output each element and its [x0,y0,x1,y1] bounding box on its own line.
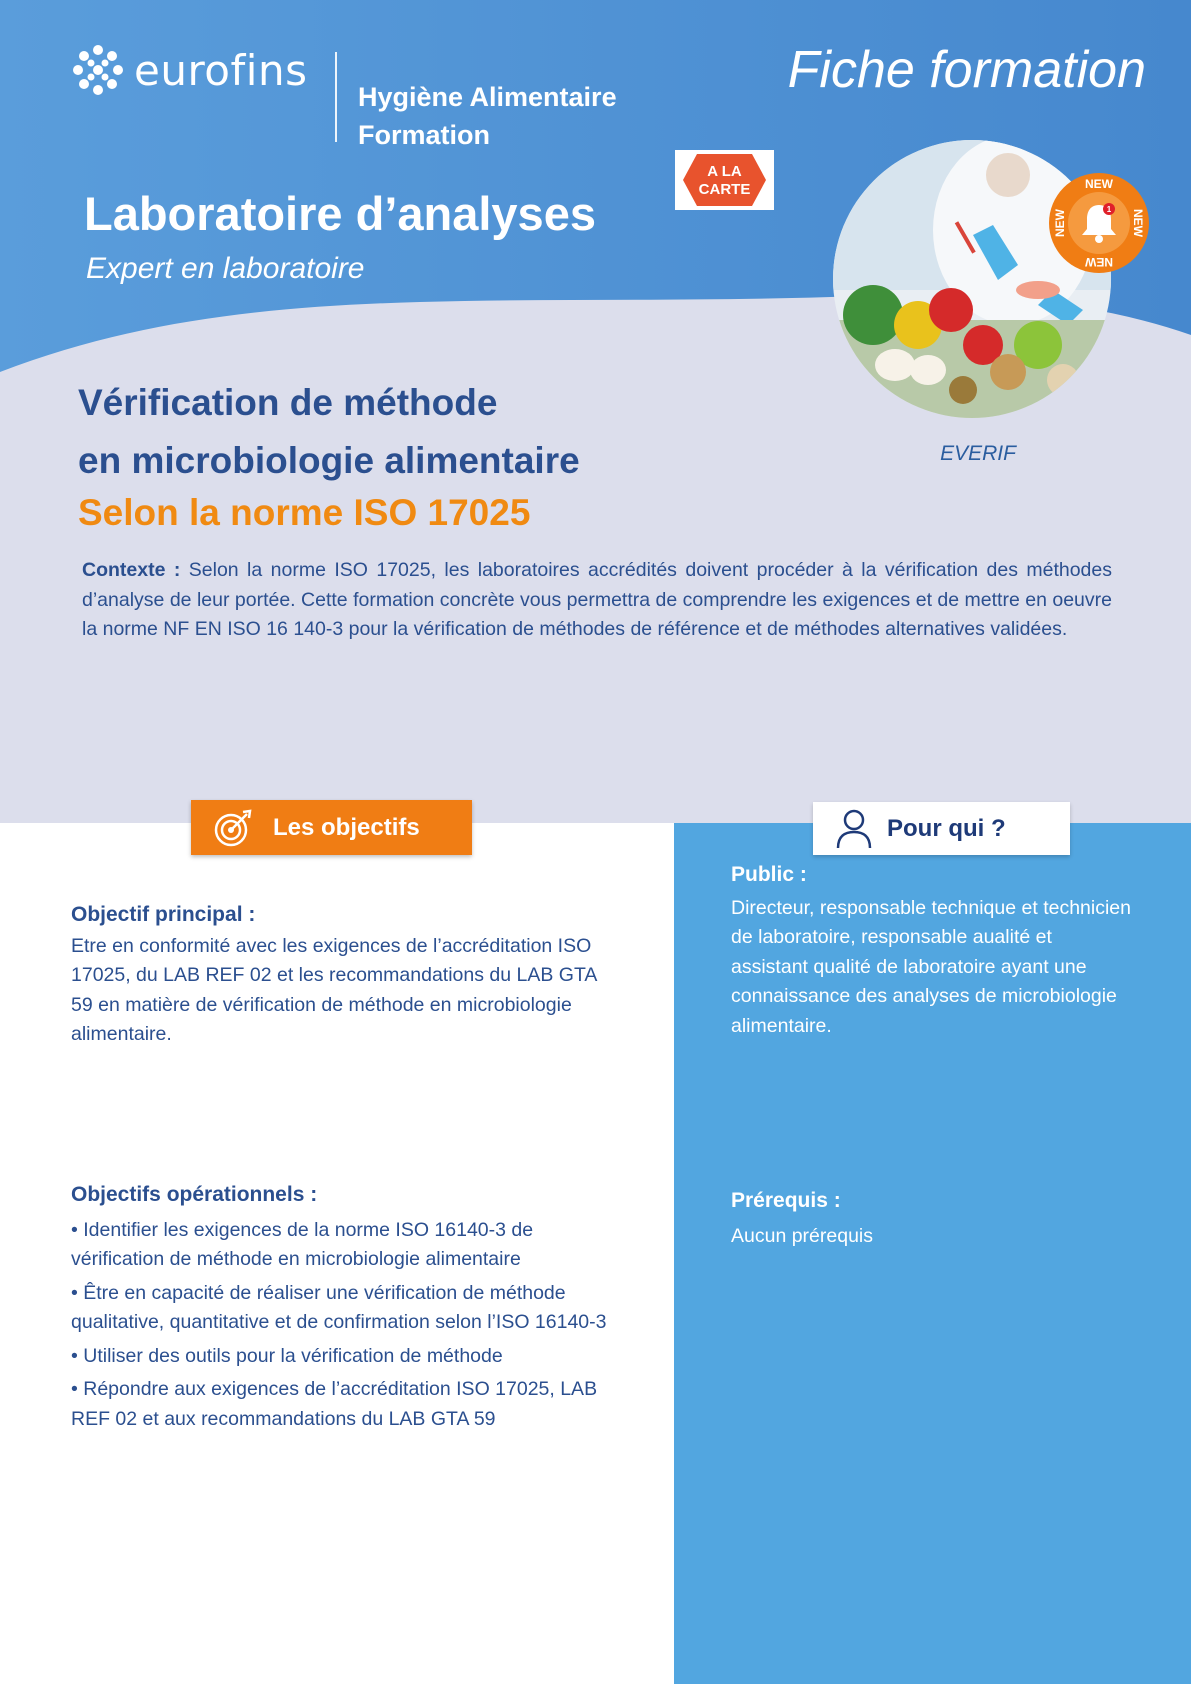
header-subtitle: Expert en laboratoire [86,252,365,285]
course-code: EVERIF [940,442,1016,465]
list-item: • Utiliser des outils pour la vérification de méthode [71,1344,503,1367]
badge-line-2: CARTE [698,181,751,198]
main-objective-heading: Objectif principal : [71,903,256,926]
course-title [78,374,580,490]
course-title-line-1: Vérification de méthode [78,382,498,423]
brand-name: eurofins [134,45,308,95]
public-text: Directeur, responsable technique et technicien de laboratoire, responsable aualité et assistant qualité de laboratoire ayant une connaissance des analyses de microbiologie alimentaire. [731,896,1131,1037]
program-line-1: Hygiène Alimentaire [358,82,617,112]
new-badge [1047,171,1151,275]
course-norm: Selon la norme ISO 17025 [78,492,531,533]
list-item: • Identifier les exigences de la norme ISO 16140-3 de vérification de méthode en microbiologie alimentaire [71,1218,534,1270]
eurofins-logo [72,40,307,100]
list-item: • Être en capacité de réaliser une vérification de méthode qualitative, quantitative et de confirmation selon l’ISO 16140-3 [71,1281,607,1333]
list-item: • Répondre aux exigences de l’accréditation ISO 17025, LAB REF 02 et aux recommandations du LAB GTA 59 [71,1378,598,1430]
notification-count: 1 [1106,205,1112,214]
prerequisites-section [731,1186,1131,1251]
operational-objectives-heading: Objectifs opérationnels : [71,1183,318,1206]
for-who-section-button[interactable] [813,802,1070,855]
program-line-2: Formation [358,120,490,150]
new-label-top: NEW [1085,177,1113,191]
new-label-right: NEW [1131,209,1145,237]
new-label-bottom: NEW [1085,255,1113,269]
public-heading: Public : [731,863,807,886]
public-section [731,860,1131,1041]
new-label-left: NEW [1053,209,1067,237]
eurofins-dots-icon [72,44,124,96]
objectives-section-button[interactable] [191,800,472,855]
prerequisites-text: Aucun prérequis [731,1224,874,1247]
context-paragraph [82,556,1112,645]
prerequisites-heading: Prérequis : [731,1189,841,1212]
header-title: Laboratoire d’analyses [84,187,596,240]
context-label: Contexte : [82,559,181,581]
course-title-line-2: en microbiologie alimentaire [78,440,580,481]
target-icon [213,808,253,848]
document-type: Fiche formation [787,41,1146,99]
badge-line-1: A LA [707,163,742,180]
user-icon [835,808,873,850]
context-text: Selon la norme ISO 17025, les laboratoires accrédités doivent procéder à la vérification des méthodes d’analyse de leur portée. Cette formation concrète vous permettra de comprendre les exigences et de mettre en oeuvre la norme NF EN ISO 16 140-3 pour la vérification de méthodes de référence et de méthodes alternatives validées. [82,559,1112,640]
main-objective-text: Etre en conformité avec les exigences de l’accréditation ISO 17025, du LAB REF 02 et les recommandations du LAB GTA 59 en matière de vérification de méthode en microbiologie alimentaire. [71,934,597,1045]
operational-objectives [71,1180,611,1438]
a-la-carte-badge [675,150,774,210]
main-objective [71,900,611,1050]
program-name [358,78,617,154]
objectives-button-label: Les objectifs [273,813,420,841]
header-divider [335,52,337,142]
for-who-button-label: Pour qui ? [887,814,1006,842]
